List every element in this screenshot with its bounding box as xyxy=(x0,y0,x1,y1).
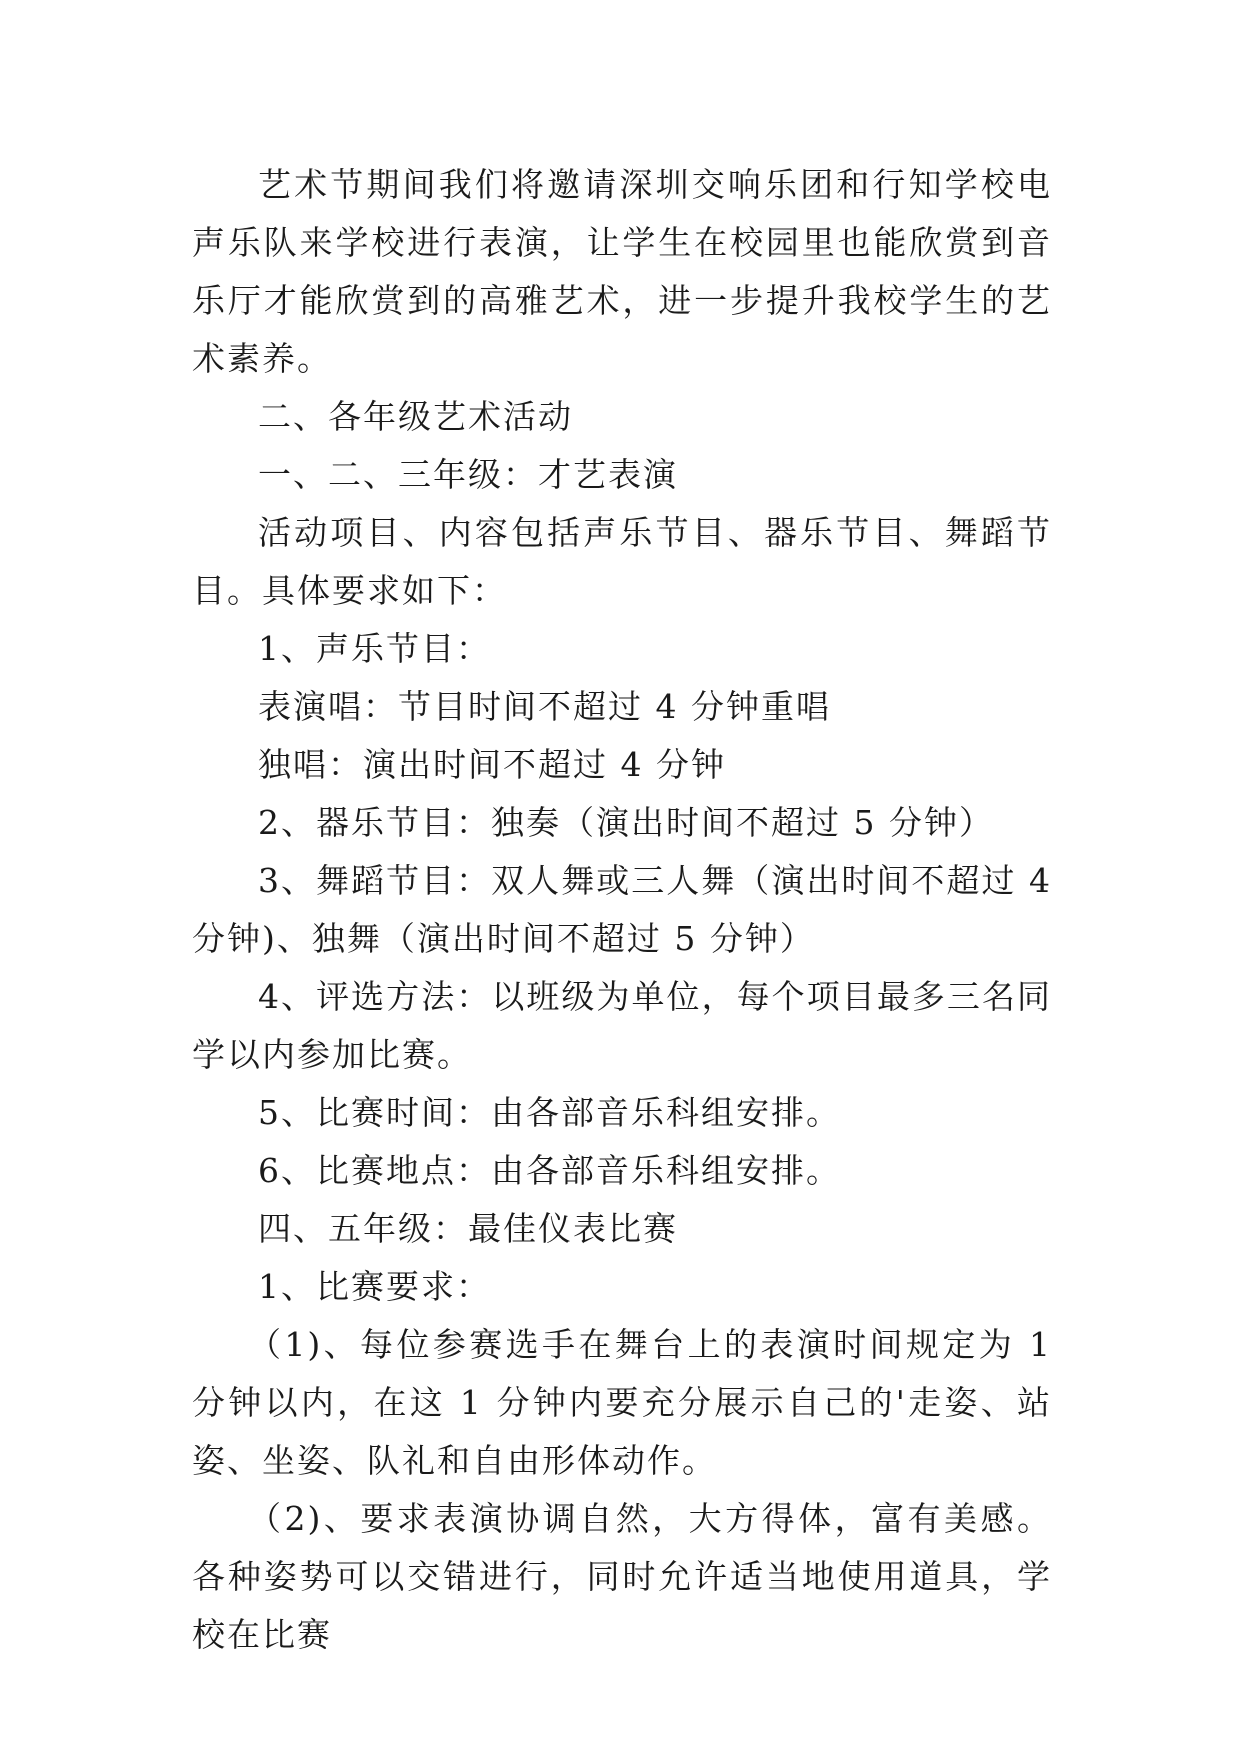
requirement-1: （1)、每位参赛选手在舞台上的表演时间规定为 1 分钟以内，在这 1 分钟内要充分展示自己的'走姿、站姿、坐姿、队礼和自由形体动作。 xyxy=(192,1325,1052,1480)
item-vocal-programs: 1、声乐节目： xyxy=(258,629,491,668)
heading-grades-4-5: 四、五年级：最佳仪表比赛 xyxy=(258,1209,678,1248)
item-selection-method: 4、评选方法：以班级为单位，每个项目最多三名同学以内参加比赛。 xyxy=(192,977,1052,1074)
heading-grades-1-3: 一、二、三年级：才艺表演 xyxy=(258,455,678,494)
document-body xyxy=(192,156,1052,1664)
heading-grade-activities: 二、各年级艺术活动 xyxy=(258,397,573,436)
item-solo-singing: 独唱：演出时间不超过 4 分钟 xyxy=(258,745,726,784)
item-ensemble-singing: 表演唱：节目时间不超过 4 分钟重唱 xyxy=(258,687,831,726)
item-dance-programs: 3、舞蹈节目：双人舞或三人舞（演出时间不超过 4 分钟)、独舞（演出时间不超过 5 分钟） xyxy=(192,861,1052,958)
requirement-2: （2)、要求表演协调自然，大方得体，富有美感。各种姿势可以交错进行，同时允许适当地使用道具，学校在比赛 xyxy=(192,1499,1052,1654)
item-competition-requirements: 1、比赛要求： xyxy=(258,1267,491,1306)
item-competition-venue: 6、比赛地点：由各部音乐科组安排。 xyxy=(258,1151,841,1190)
item-instrumental-programs: 2、器乐节目：独奏（演出时间不超过 5 分钟） xyxy=(258,803,994,842)
item-competition-time: 5、比赛时间：由各部音乐科组安排。 xyxy=(258,1093,841,1132)
paragraph-art-festival-intro: 艺术节期间我们将邀请深圳交响乐团和行知学校电声乐队来学校进行表演，让学生在校园里也能欣赏到音乐厅才能欣赏到的高雅艺术，进一步提升我校学生的艺术素养。 xyxy=(192,165,1052,378)
paragraph-activity-items: 活动项目、内容包括声乐节目、器乐节目、舞蹈节目。具体要求如下： xyxy=(192,513,1052,610)
